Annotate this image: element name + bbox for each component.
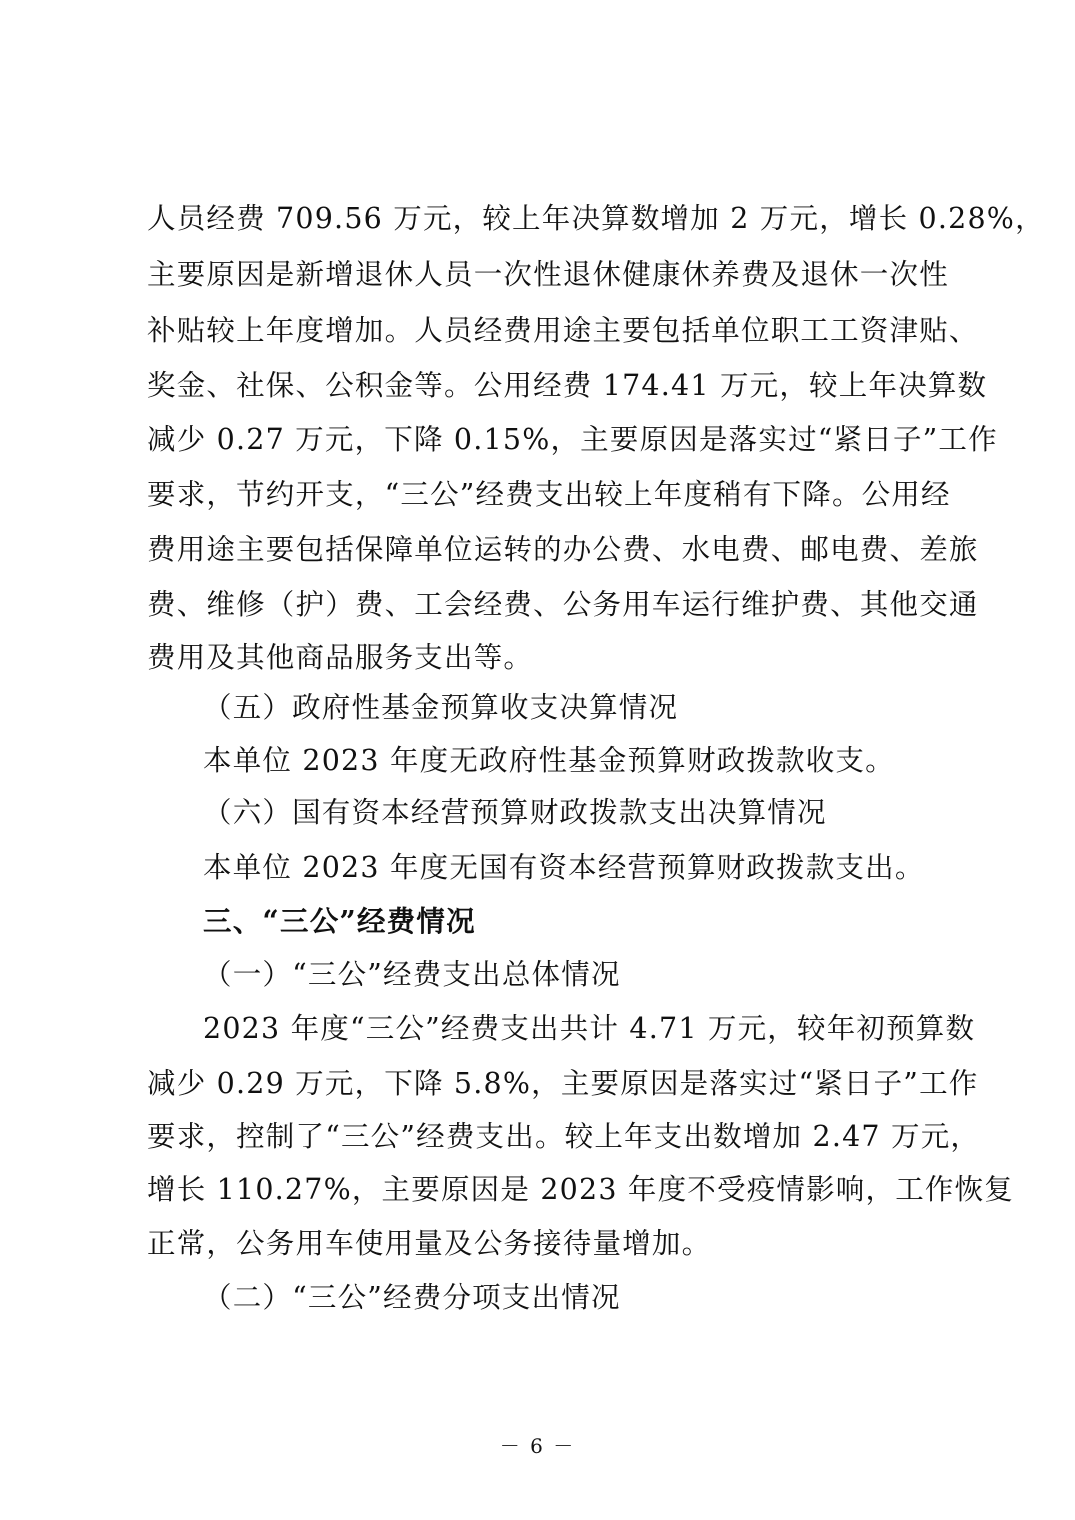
body-text-line: 费用途主要包括保障单位运转的办公费、水电费、邮电费、差旅 [147, 533, 979, 566]
body-text-line: 2023 年度“三公”经费支出共计 4.71 万元，较年初预算数 [203, 1012, 976, 1045]
body-text-line: 费用及其他商品服务支出等。 [147, 641, 534, 674]
body-text-line: 本单位 2023 年度无国有资本经营预算财政拨款支出。 [203, 851, 925, 884]
body-text-line: 补贴较上年度增加。人员经费用途主要包括单位职工工资津贴、 [147, 314, 979, 347]
subsection-heading-1: （一）“三公”经费支出总体情况 [203, 958, 621, 991]
body-text-line: 人员经费 709.56 万元，较上年决算数增加 2 万元，增长 0.28%， [147, 202, 1045, 235]
body-text-line: 费、维修（护）费、工会经费、公务用车运行维护费、其他交通 [147, 588, 979, 621]
subsection-heading-2: （二）“三公”经费分项支出情况 [203, 1281, 621, 1314]
body-text-line: 要求，节约开支，“三公”经费支出较上年度稍有下降。公用经 [147, 478, 951, 511]
body-text-line: 减少 0.27 万元，下降 0.15%，主要原因是落实过“紧日子”工作 [147, 423, 998, 456]
body-text-line: 本单位 2023 年度无政府性基金预算财政拨款收支。 [203, 744, 895, 777]
body-text-line: 主要原因是新增退休人员一次性退休健康休养费及退休一次性 [147, 258, 949, 291]
body-text-line: 要求，控制了“三公”经费支出。较上年支出数增加 2.47 万元， [147, 1120, 981, 1153]
section-heading-6: （六）国有资本经营预算财政拨款支出决算情况 [203, 796, 827, 829]
section-heading-5: （五）政府性基金预算收支决算情况 [203, 691, 679, 724]
body-text-line: 奖金、社保、公积金等。公用经费 174.41 万元，较上年决算数 [147, 369, 988, 402]
page-number: － 6 － [499, 1434, 576, 1458]
body-text-line: 减少 0.29 万元，下降 5.8%，主要原因是落实过“紧日子”工作 [147, 1067, 979, 1100]
chapter-heading-3: 三、“三公”经费情况 [203, 904, 476, 938]
body-text-line: 增长 110.27%，主要原因是 2023 年度不受疫情影响，工作恢复 [147, 1173, 1015, 1206]
body-text-line: 正常，公务用车使用量及公务接待量增加。 [147, 1227, 712, 1260]
